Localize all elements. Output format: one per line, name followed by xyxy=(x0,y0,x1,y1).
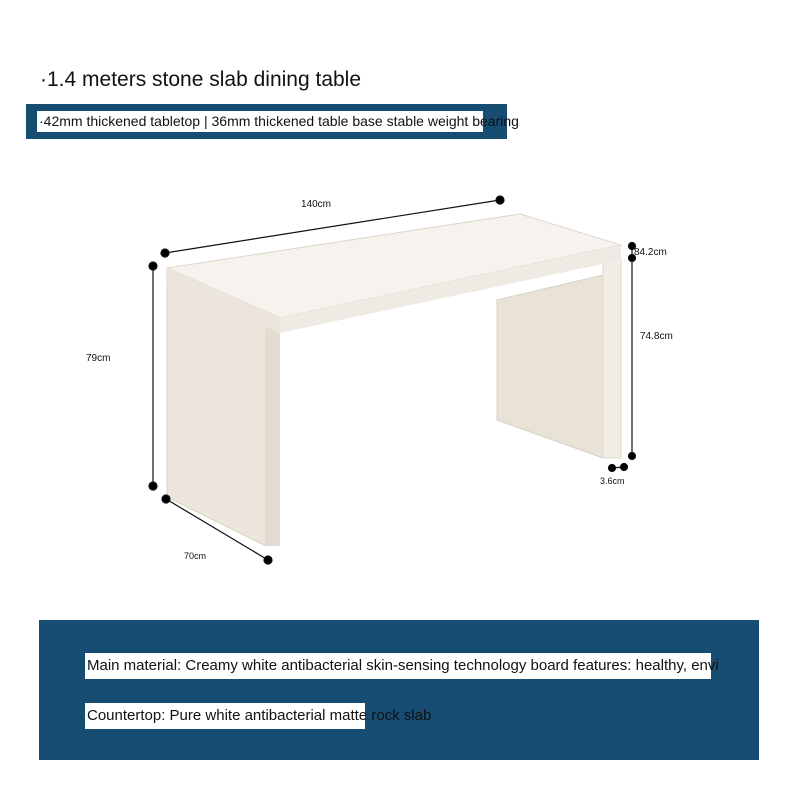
table-right-leg xyxy=(497,275,603,458)
dimension-length: 140cm xyxy=(301,199,332,210)
dimension-leg-height: 74.8cm xyxy=(640,331,673,342)
countertop-text: Countertop: Pure white antibacterial matte rock slab xyxy=(85,703,365,729)
material-info-panel xyxy=(39,620,759,760)
main-material-text: Main material: Creamy white antibacterial skin-sensing technology board features: healthy, envi xyxy=(85,653,711,679)
spec-banner-text: ·42mm thickened tabletop | 36mm thickened table base stable weight bearing xyxy=(37,111,483,132)
dimension-left-height: 79cm xyxy=(86,353,111,364)
dimension-total-height: 84.2cm xyxy=(634,247,667,258)
dimension-depth: 70cm xyxy=(184,551,207,561)
table-right-leg-edge xyxy=(603,258,621,458)
table-left-leg-inner xyxy=(266,320,280,546)
table-illustration xyxy=(167,214,621,546)
dimension-leg-thickness: 3.6cm xyxy=(600,476,625,486)
product-title: ·1.4 meters stone slab dining table xyxy=(40,68,362,91)
